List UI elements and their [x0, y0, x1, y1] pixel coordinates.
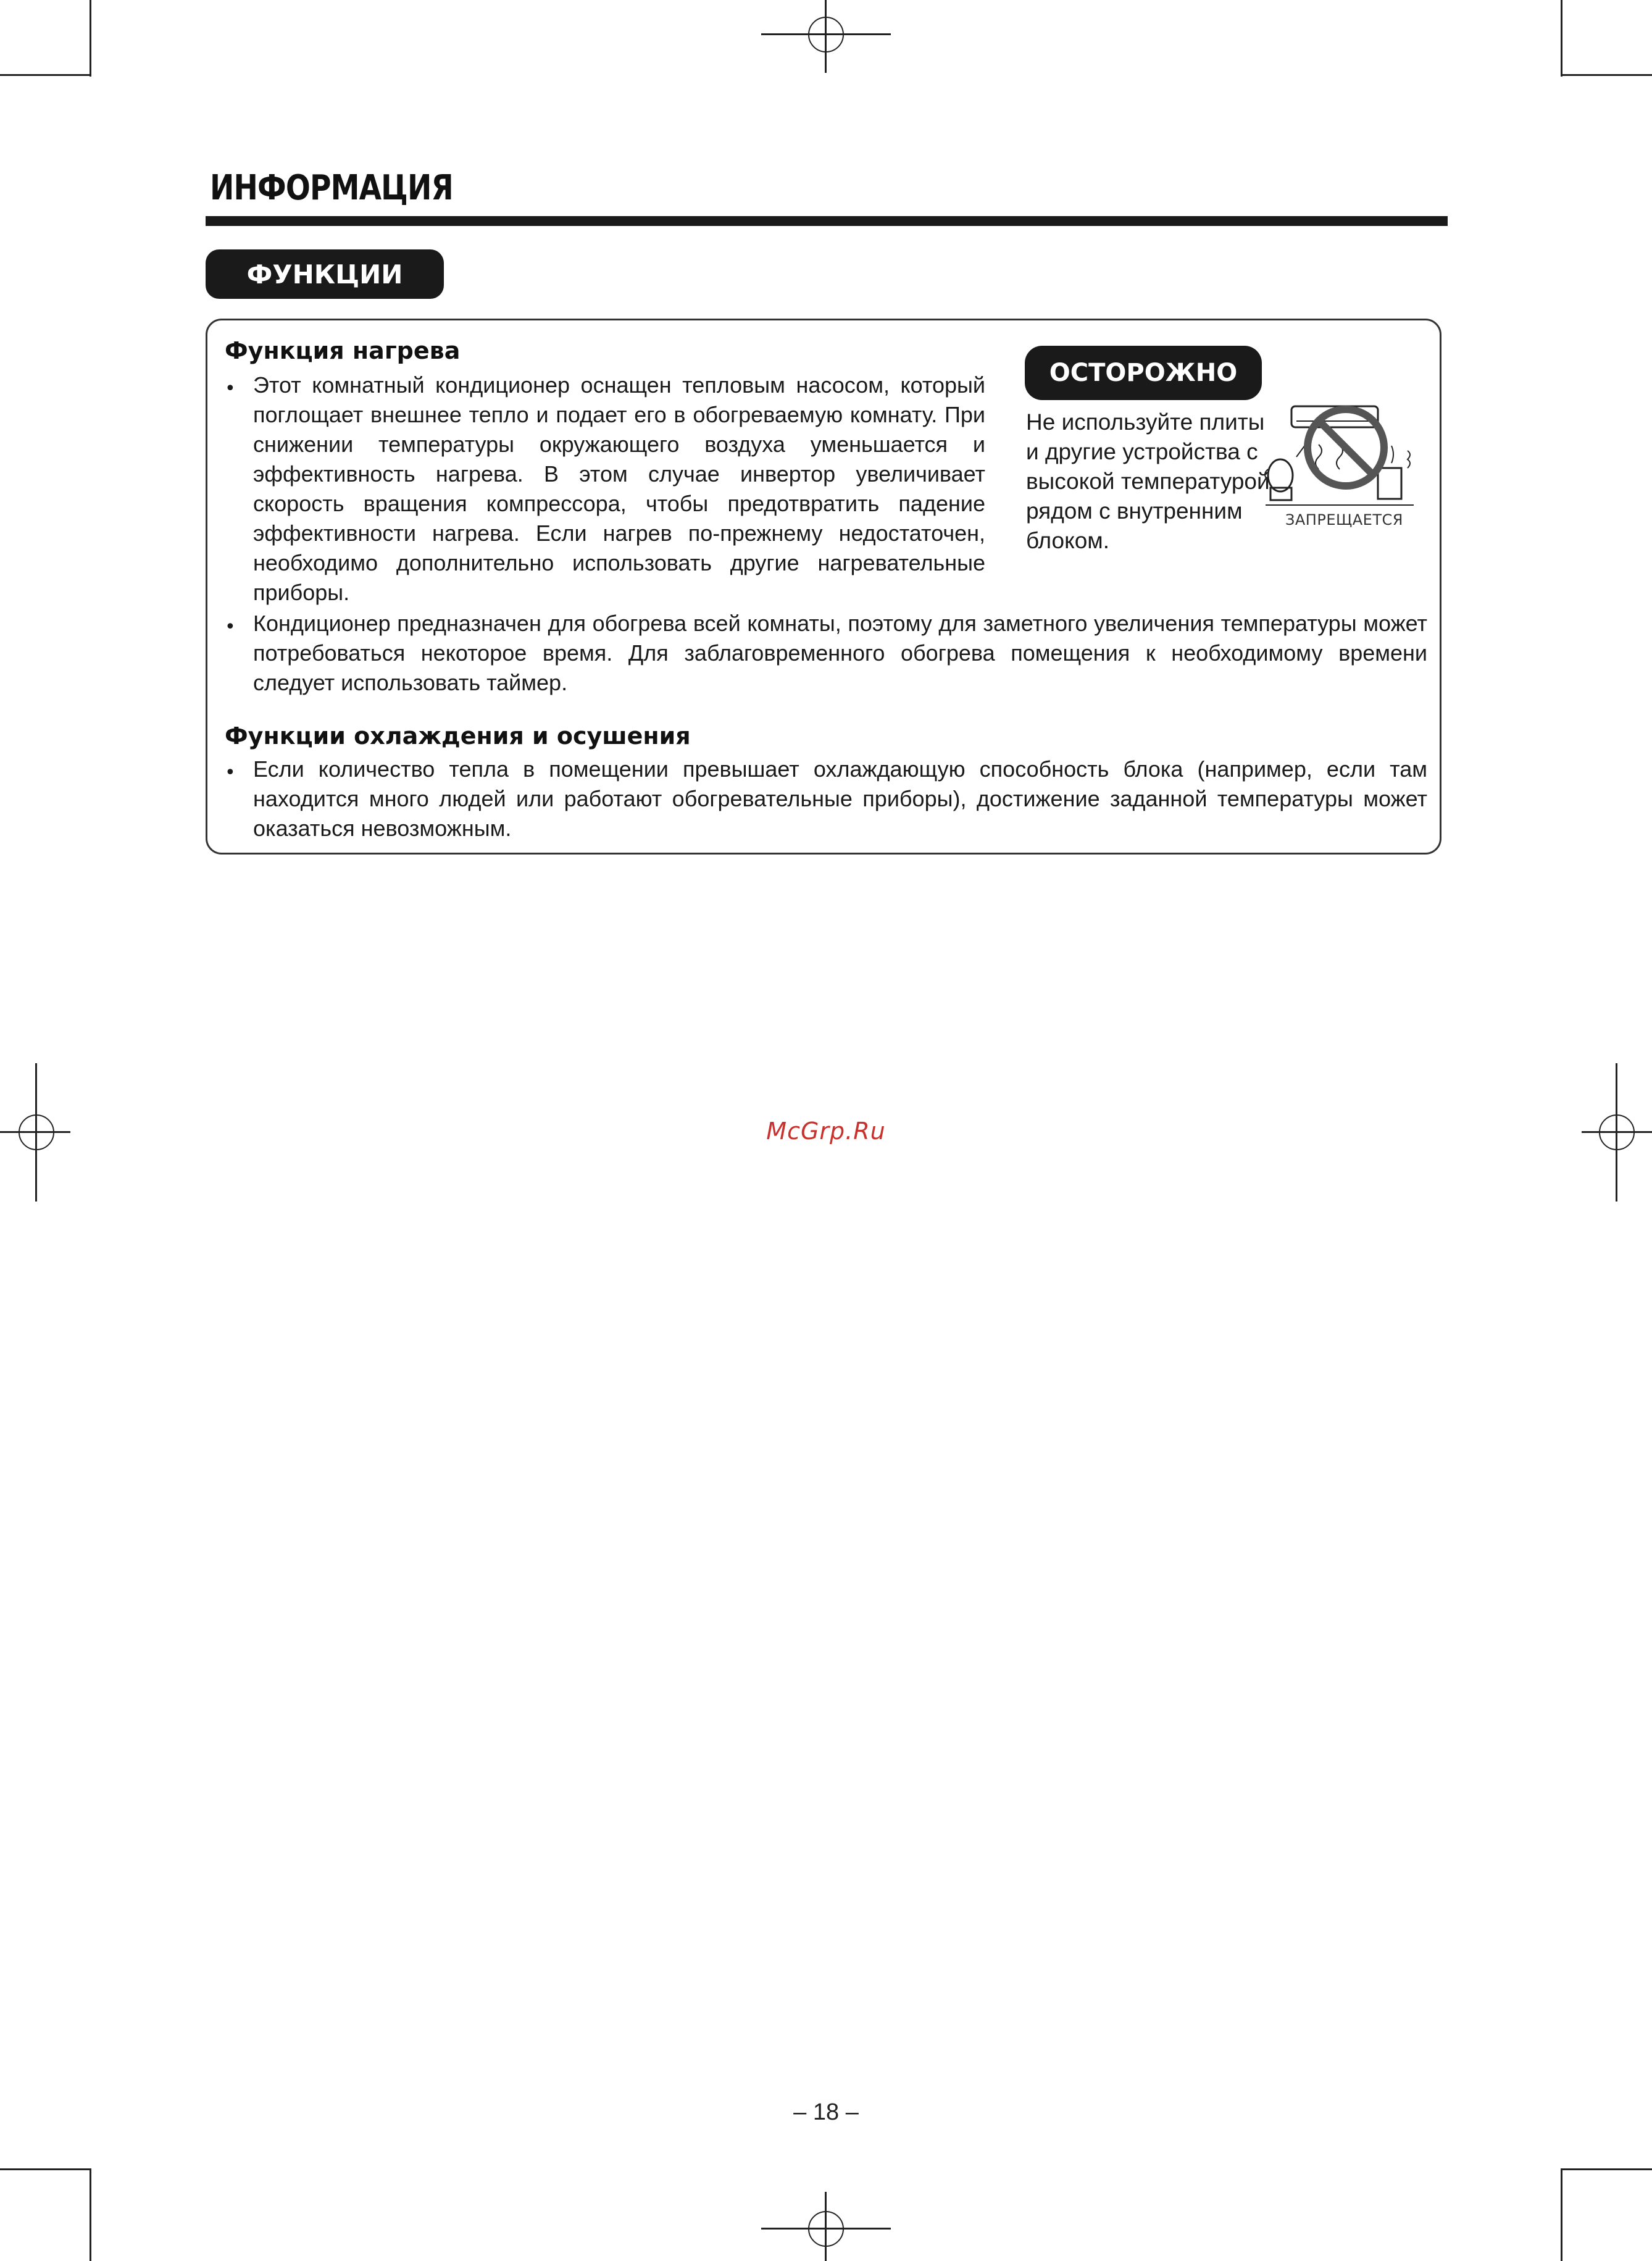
page-title: ИНФОРМАЦИЯ	[210, 168, 453, 208]
forbidden-label: ЗАПРЕЩАЕТСЯ	[1285, 511, 1403, 529]
cooling-heading: Функции охлаждения и осушения	[225, 722, 691, 750]
bullet-icon: •	[225, 378, 236, 399]
cooling-paragraph-1: Если количество тепла в помещении превышает охлаждающую способность блока (например, если там находится много людей или работают обогревательные приборы), достижение заданной температуры может оказаться невозможным.	[253, 756, 1427, 841]
caution-text: Не используйте плиты и другие устройства с высокой температурой рядом с внутренним блоком.	[1026, 409, 1270, 553]
heating-paragraph-2: Кондиционер предназначен для обогрева всей комнаты, поэтому для заметного увеличения температуры может потребоваться некоторое время. Для заблаговременного обогрева помещения к необходимому времени следует использовать таймер.	[253, 611, 1427, 695]
bullet-icon: •	[225, 616, 236, 638]
bullet-icon: •	[225, 762, 236, 784]
caution-badge: ОСТОРОЖНО	[1025, 346, 1262, 400]
heating-heading: Функция нагрева	[225, 337, 461, 364]
section-label: ФУНКЦИИ	[206, 249, 444, 299]
page-number: – 18 –	[793, 2099, 859, 2125]
watermark: McGrp.Ru	[766, 1118, 886, 1145]
title-divider	[206, 216, 1448, 226]
no-heater-near-unit-icon	[1259, 395, 1426, 519]
heating-paragraph-1: Этот комнатный кондиционер оснащен тепловым насосом, который поглощает внешнее тепло и подает его в обогреваемую комнату. При снижении температуры окружающего воздуха уменьшается и эффективность нагрева. В этом случае инвертор увеличивает скорость вращения компрессора, чтобы предотвратить падение эффективности нагрева. Если нагрев по-прежнему недостаточен, необходимо дополнительно использовать другие нагревательные приборы.	[253, 372, 985, 605]
